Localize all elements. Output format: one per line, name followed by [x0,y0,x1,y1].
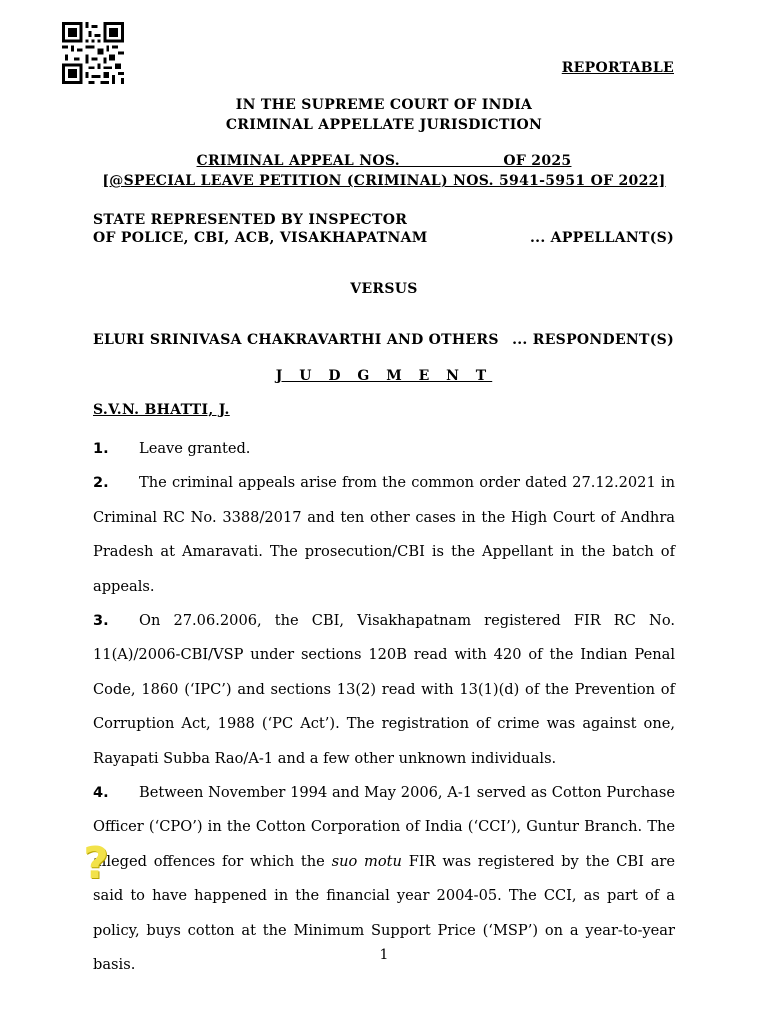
judge-name: S.V.N. BHATTI, J. [93,402,230,418]
paragraph-text: Leave granted. [139,440,251,457]
respondent-role: ... RESPONDENT(S) [512,332,674,348]
reportable-label: REPORTABLE [561,60,674,76]
page-number: 1 [379,947,389,963]
jurisdiction: CRIMINAL APPELLATE JURISDICTION [225,117,543,133]
court-name: IN THE SUPREME COURT OF INDIA [235,97,533,113]
judgment-body [93,432,675,983]
question-mark-icon[interactable]: ? [83,838,109,889]
appellant-role: ... APPELLANT(S) [529,230,674,246]
paragraph-text-before: Between November 1994 and May 2006, A-1 served as Cotton Purchase Officer (‘CPO’) in the Cotton Corporation of India (‘CCI’), Guntur Branch. The alleged offences for which the [93,784,675,870]
paragraph-text: The criminal appeals arise from the common order dated 27.12.2021 in Criminal RC No. 3388/2017 and ten other cases in the High Court of Andhra Pradesh at Amaravati. The prosecution/CBI is the Appellant in the batch of appeals. [93,474,675,595]
judgment-heading-text: J U D G M E N T [275,368,493,384]
slp-number-text: [@SPECIAL LEAVE PETITION (CRIMINAL) NOS. 5941-5951 OF 2022] [102,173,666,189]
paragraph-1 [93,432,675,466]
appeal-number [0,153,768,169]
appellant-name-line2: OF POLICE, CBI, ACB, VISAKHAPATNAM [93,230,428,246]
paragraph-text: On 27.06.2006, the CBI, Visakhapatnam registered FIR RC No. 11(A)/2006-CBI/VSP under sections 120B read with 420 of the Indian Penal Code, 1860 (‘IPC’) and sections 13(2) read with 13(1)(d) of the Prevention of Corruption Act, 1988 (‘PC Act’). The registration of crime was against one, Rayapati Subba Rao/A-1 and a few other unknown individuals. [93,612,675,767]
paragraph-text-italic: suo motu [331,852,402,870]
versus: VERSUS [350,281,418,297]
paragraph-number: 3. [93,613,109,630]
paragraph-2 [93,466,675,604]
paragraph-3 [93,604,675,776]
respondent-name: ELURI SRINIVASA CHAKRAVARTHI AND OTHERS [93,332,499,348]
appellant-name-line1: STATE REPRESENTED BY INSPECTOR [93,212,408,228]
paragraph-number: 1. [93,441,109,457]
qr-code-icon [60,22,126,84]
paragraph-text-after: FIR was registered by the CBI are said to have happened in the financial year 2004-05. The CCI, as part of a policy, buys cotton at the Minimum Support Price (‘MSP’) on a year-to-year basis. [93,852,676,974]
paragraph-number: 4. [93,785,109,802]
slp-number [0,173,768,189]
paragraph-number: 2. [93,475,109,492]
appeal-number-text: CRIMINAL APPEAL NOS. OF 2025 [196,153,572,169]
judgment-heading [0,368,768,384]
